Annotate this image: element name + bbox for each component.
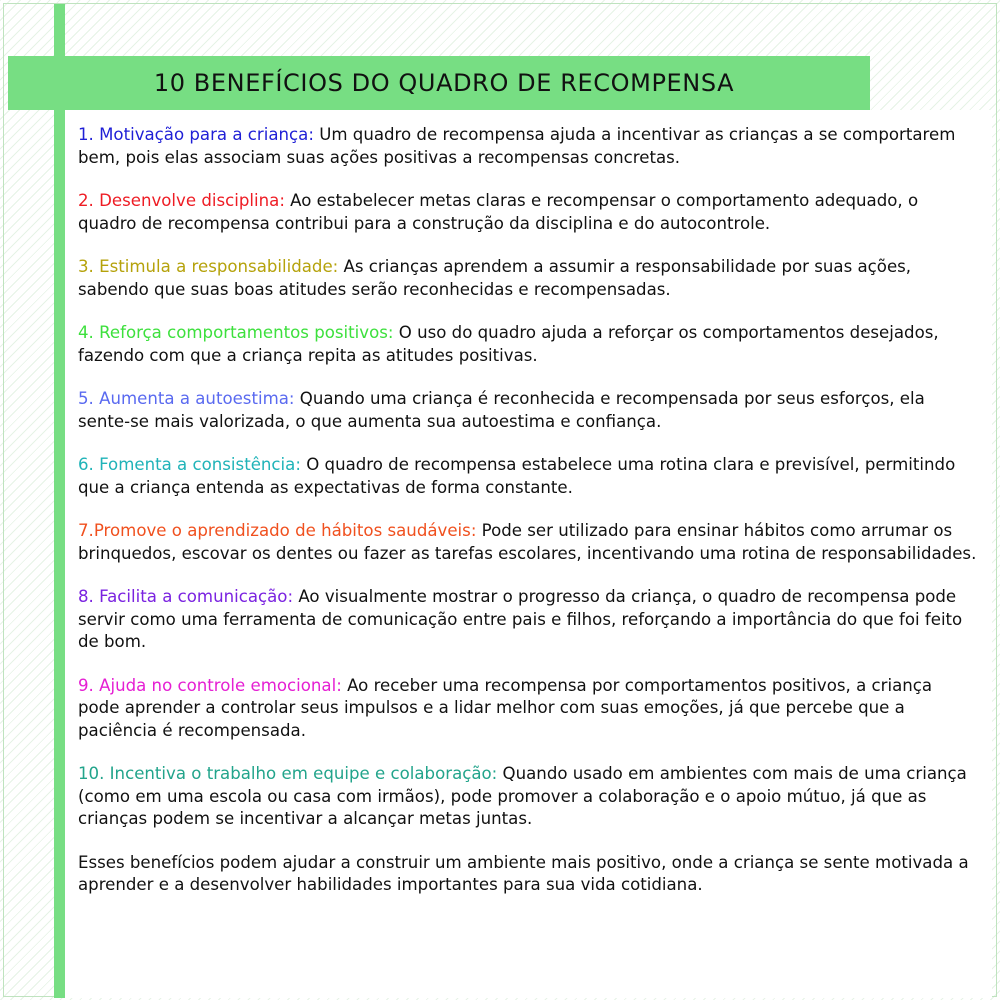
benefit-heading: 10. Incentiva o trabalho em equipe e colaboração:: [78, 764, 498, 783]
benefit-heading: 6. Fomenta a consistência:: [78, 455, 301, 474]
title-banner: [8, 56, 870, 110]
benefit-item: [78, 454, 978, 499]
benefit-text: Ao receber uma recompensa por comportamentos positivos, a criança pode aprender a controlar seus impulsos e a lidar melhor com suas emoções, já que percebe que a paciência é recompensada.: [78, 675, 933, 740]
benefit-text: Pode ser utilizado para ensinar hábitos como arrumar os brinquedos, escovar os dentes ou fazer as tarefas escolares, incentivando uma rotina de responsabilidades.: [78, 521, 977, 563]
benefit-item: [78, 388, 978, 433]
benefit-text: As crianças aprendem a assumir a responsabilidade por suas ações, sabendo que suas boas atitudes serão reconhecidas e recompensadas.: [78, 257, 912, 299]
benefit-heading: 1. Motivação para a criança:: [78, 125, 314, 144]
benefit-text: Um quadro de recompensa ajuda a incentivar as crianças a se comportarem bem, pois elas associam suas ações positivas a recompensas concretas.: [78, 125, 956, 167]
accent-bar: [54, 4, 65, 998]
benefit-item: [78, 190, 978, 235]
benefit-heading: 7.Promove o aprendizado de hábitos saudáveis:: [78, 521, 477, 540]
benefit-heading: 5. Aumenta a autoestima:: [78, 389, 295, 408]
benefit-item: [78, 763, 978, 831]
benefit-text: Quando uma criança é reconhecida e recompensada por seus esforços, ela sente-se mais valorizada, o que aumenta sua autoestima e confiança.: [78, 389, 925, 431]
benefits-content: [78, 124, 978, 897]
benefit-heading: 3. Estimula a responsabilidade:: [78, 257, 339, 276]
benefit-text: O quadro de recompensa estabelece uma rotina clara e previsível, permitindo que a criança entenda as expectativas de forma constante.: [78, 455, 956, 497]
benefit-heading: 4. Reforça comportamentos positivos:: [78, 323, 394, 342]
page-title: 10 BENEFÍCIOS DO QUADRO DE RECOMPENSA: [153, 69, 735, 97]
benefit-item: [78, 124, 978, 169]
benefit-heading: 8. Facilita a comunicação:: [78, 587, 294, 606]
benefit-text: Ao estabelecer metas claras e recompensar o comportamento adequado, o quadro de recompensa contribui para a construção da disciplina e do autocontrole.: [78, 191, 919, 233]
benefit-item: [78, 520, 978, 565]
benefit-text: O uso do quadro ajuda a reforçar os comportamentos desejados, fazendo com que a criança repita as atitudes positivas.: [78, 323, 939, 365]
benefit-item: [78, 586, 978, 654]
benefit-item: [78, 256, 978, 301]
benefits-list: [78, 124, 978, 831]
benefit-heading: 9. Ajuda no controle emocional:: [78, 675, 342, 695]
benefit-heading: 2. Desenvolve disciplina:: [78, 191, 285, 210]
benefit-item: [78, 675, 978, 743]
benefit-text: Ao visualmente mostrar o progresso da criança, o quadro de recompensa pode servir como uma ferramenta de comunicação entre pais e filhos, reforçando a importância do que foi feito de bom.: [78, 587, 963, 651]
benefit-text: Quando usado em ambientes com mais de uma criança (como em uma escola ou casa com irmãos), pode promover a colaboração e o apoio mútuo, já que as crianças podem se incentivar a alcançar metas juntas.: [78, 764, 967, 828]
closing-paragraph: Esses benefícios podem ajudar a construir um ambiente mais positivo, onde a criança se sente motivada a aprender e a desenvolver habilidades importantes para sua vida cotidiana.: [78, 852, 969, 894]
benefit-item: [78, 322, 978, 367]
